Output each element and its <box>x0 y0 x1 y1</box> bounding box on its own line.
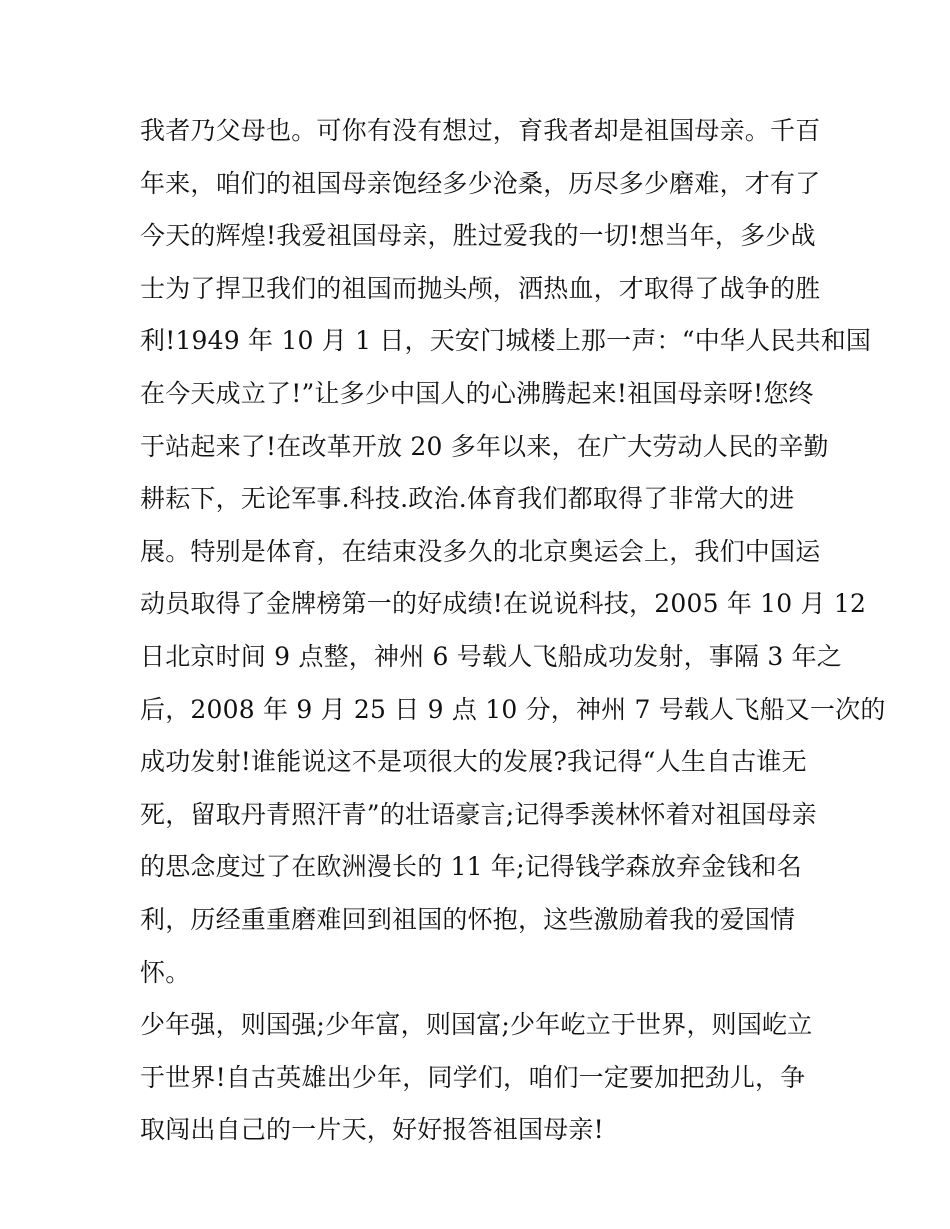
text-line-3: 今天的辉煌!我爱祖国母亲，胜过爱我的一切!想当年，多少战 <box>140 221 816 251</box>
text-line-6: 在今天成立了!”让多少中国人的心沸腾起来!祖国母亲呀!您终 <box>140 378 814 408</box>
text-line-1: 我者乃父母也。可你有没有想过，育我者却是祖国母亲。千百 <box>140 116 821 145</box>
text-line-14: 死，留取丹青照汗青”的壮语豪言;记得季羡林怀着对祖国母亲 <box>140 799 817 829</box>
text-line-7: 于站起来了!在改革开放 20 多年以来，在广大劳动人民的辛勤 <box>140 431 829 461</box>
text-line-8: 耕耘下，无论军事.科技.政治.体育我们都取得了非常大的进 <box>140 484 795 514</box>
text-line-16: 利，历经重重磨难回到祖国的怀抱，这些激励着我的爱国情 <box>140 904 796 934</box>
text-line-2: 年来，咱们的祖国母亲饱经多少沧桑，历尽多少磨难，才有了 <box>140 168 821 198</box>
text-line-4: 士为了捍卫我们的祖国而抛头颅，洒热血，才取得了战争的胜 <box>140 273 821 303</box>
text-line-13: 成功发射!谁能说这不是项很大的发展?我记得“人生自古谁无 <box>140 747 807 777</box>
text-line-15: 的思念度过了在欧洲漫长的 11 年;记得钱学森放弃金钱和名 <box>140 852 802 882</box>
text-line-18: 少年强，则国强;少年富，则国富;少年屹立于世界，则国屹立 <box>140 1010 813 1040</box>
text-line-11: 日北京时间 9 点整，神州 6 号载人飞船成功发射，事隔 3 年之 <box>140 641 842 671</box>
text-line-9: 展。特别是体育，在结束没多久的北京奥运会上，我们中国运 <box>140 536 821 566</box>
text-line-20: 取闯出自己的一片天，好好报答祖国母亲! <box>140 1115 604 1145</box>
text-line-5: 利!1949 年 10 月 1 日，天安门城楼上那一声：“中华人民共和国 <box>140 326 872 356</box>
body-text <box>140 105 886 1157</box>
text-line-17: 怀。 <box>140 957 191 987</box>
text-line-19: 于世界!自古英雄出少年，同学们，咱们一定要加把劲儿，争 <box>140 1062 806 1092</box>
text-line-12: 后，2008 年 9 月 25 日 9 点 10 分，神州 7 号载人飞船又一次的 <box>140 694 886 724</box>
text-line-10: 动员取得了金牌榜第一的好成绩!在说说科技，2005 年 10 月 12 <box>140 589 867 619</box>
